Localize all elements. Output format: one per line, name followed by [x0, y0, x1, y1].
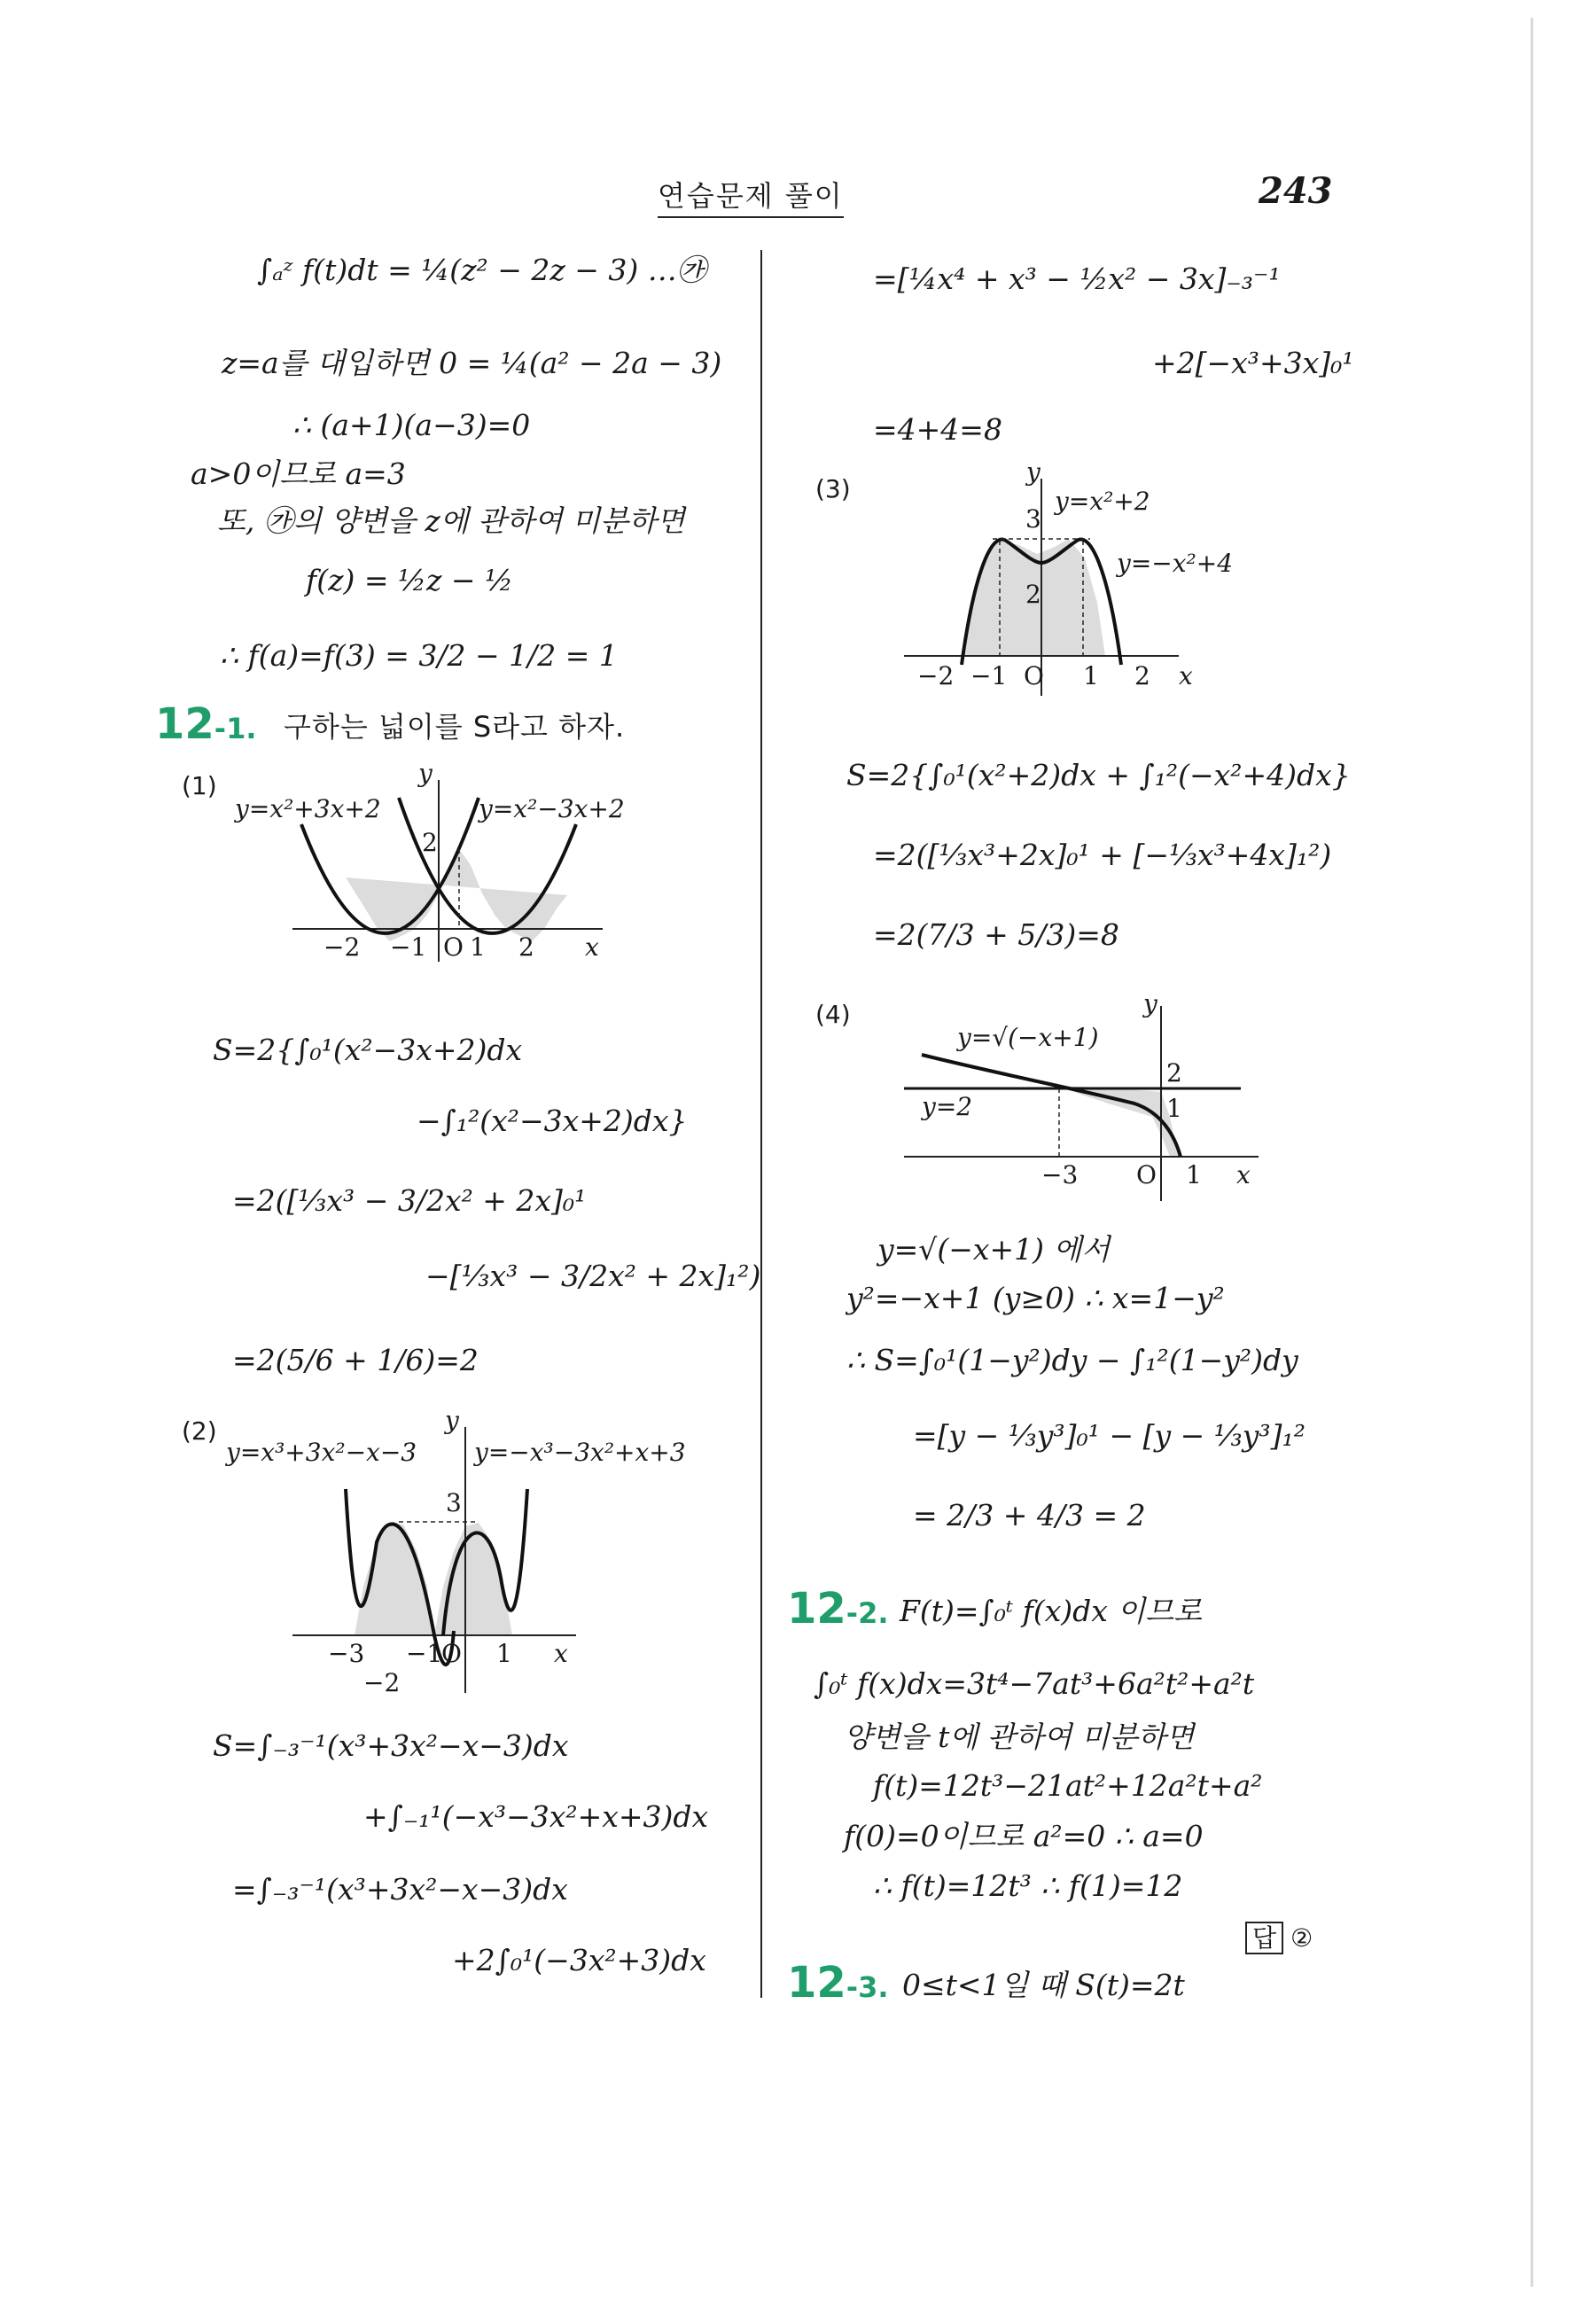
equation-line: 또, ㉮의 양변을 z에 관하여 미분하면 [217, 503, 685, 538]
curve-label-left: y=x²+3x+2 [235, 794, 381, 823]
part-label: (1) [182, 771, 217, 800]
problem-intro: 구하는 넓이를 S라고 하자. [284, 710, 626, 744]
solution-line: =∫₋₃⁻¹(x³+3x²−x−3)dx [232, 1872, 568, 1907]
tick-label-x: 1 [470, 932, 486, 962]
tick-label-y: 2 [422, 828, 438, 857]
axis-label-y: y [1026, 457, 1041, 487]
tick-label-x: −2 [917, 661, 955, 690]
axis-label-y: y [445, 1406, 459, 1435]
curve-label-right: y=x²−3x+2 [479, 794, 625, 823]
axis-label-x: x [585, 932, 599, 962]
solution-line: =2(7/3 + 5/3)=8 [873, 917, 1119, 952]
solution-line: =2([⅓x³+2x]₀¹ + [−⅓x³+4x]₁²) [873, 838, 1332, 872]
problem-line: 0≤t<1일 때 S(t)=2t [902, 1968, 1185, 2002]
part-label: (2) [182, 1416, 217, 1446]
solution-line: =2([⅓x³ − 3/2x² + 2x]₀¹ [232, 1183, 587, 1218]
curve-label-a: y=x²+2 [1055, 487, 1150, 516]
solution-line: S=2{∫₀¹(x²+2)dx + ∫₁²(−x²+4)dx} [846, 758, 1351, 792]
tick-label-x: −1 [406, 1639, 443, 1668]
tick-label-y: 3 [1025, 504, 1041, 534]
graph-part3 [895, 457, 1312, 709]
curve-label-left: y=x³+3x²−x−3 [226, 1438, 417, 1467]
tick-label-x: 1 [1186, 1160, 1202, 1189]
tick-label-x: O [1136, 1160, 1157, 1189]
column-divider [760, 250, 762, 1998]
solution-line: y²=−x+1 (y≥0) ∴ x=1−y² [846, 1281, 1225, 1315]
part-label: (4) [815, 1000, 851, 1029]
graph-part4 [904, 989, 1285, 1205]
solution-line: +∫₋₁¹(−x³−3x²+x+3)dx [363, 1799, 709, 1834]
equation-line: =4+4=8 [873, 412, 1002, 447]
answer-badge: 답 ② [1245, 1919, 1313, 1954]
solution-line: =[y − ⅓y³]₀¹ − [y − ⅓y³]₁² [913, 1418, 1306, 1453]
curve-label-b: y=−x²+4 [1117, 549, 1234, 578]
solution-line: −[⅓x³ − 3/2x² + 2x]₁²) [425, 1259, 761, 1293]
solution-line: S=∫₋₃⁻¹(x³+3x²−x−3)dx [213, 1728, 569, 1763]
solution-line: −∫₁²(x²−3x+2)dx} [417, 1104, 688, 1138]
equation-line: z=a를 대입하면 0 = ¼(a² − 2a − 3) [222, 346, 722, 380]
solution-line: y=√(−x+1) 에서 [877, 1232, 1111, 1267]
problem-line: f(0)=0이므로 a²=0 ∴ a=0 [844, 1819, 1204, 1853]
tick-label-y: 3 [446, 1488, 462, 1517]
page-header-title: 연습문제 풀이 [658, 174, 844, 218]
solution-line: +2∫₀¹(−3x²+3)dx [452, 1943, 706, 1977]
page-edge [1531, 18, 1533, 2287]
tick-label-x: O [441, 1639, 462, 1668]
line-label-b: y=2 [922, 1092, 973, 1121]
problem-number: 12-3. [787, 1958, 889, 2008]
graph-part1 [213, 759, 625, 975]
tick-label-x: 2 [518, 932, 534, 962]
curve-label-right: y=−x³−3x²+x+3 [474, 1438, 686, 1467]
axis-label-y: y [1143, 989, 1157, 1018]
tick-label-y: 2 [1166, 1058, 1182, 1088]
solution-line: =2(5/6 + 1/6)=2 [232, 1343, 479, 1377]
page-number: 243 [1259, 170, 1333, 212]
tick-label-x: −3 [328, 1639, 365, 1668]
problem-number: 12-2. [787, 1584, 889, 1634]
shaded-region [346, 849, 567, 941]
axis-label-x: x [1179, 661, 1193, 690]
tick-label-x: −2 [323, 932, 361, 962]
tick-label-x: 1 [496, 1639, 512, 1668]
equation-line: f(z) = ½z − ½ [306, 563, 513, 597]
axis-label-x: x [1236, 1160, 1251, 1189]
axis-label-y: y [418, 759, 433, 788]
equation-line: ∴ f(a)=f(3) = 3/2 − 1/2 = 1 [220, 638, 618, 673]
problem-number: 12-1. [155, 699, 257, 749]
tick-label-x: −3 [1041, 1160, 1079, 1189]
axis-label-x: x [554, 1639, 568, 1668]
part-label: (3) [815, 474, 851, 503]
problem-line: ∴ f(t)=12t³ ∴ f(1)=12 [873, 1868, 1183, 1903]
problem-line: F(t)=∫₀ᵗ f(x)dx 이므로 [900, 1594, 1203, 1628]
tick-label-x: −1 [970, 661, 1008, 690]
tick-label-x: 1 [1083, 661, 1099, 690]
graph-part2 [222, 1406, 736, 1711]
solution-line: S=2{∫₀¹(x²−3x+2)dx [213, 1033, 523, 1067]
equation-line: ∴ (a+1)(a−3)=0 [292, 408, 531, 442]
tick-label-x: −1 [390, 932, 427, 962]
tick-label-x: 2 [1134, 661, 1150, 690]
solution-line: ∴ S=∫₀¹(1−y²)dy − ∫₁²(1−y²)dy [846, 1343, 1298, 1377]
solution-line: = 2/3 + 4/3 = 2 [913, 1498, 1146, 1532]
tick-label-y: 1 [1166, 1094, 1182, 1123]
tick-label-y: 2 [1025, 580, 1041, 609]
equation-line: ∫ₐᶻ f(t)dt = ¼(z² − 2z − 3) …㉮ [257, 253, 706, 287]
tick-label-x: O [1024, 661, 1044, 690]
problem-line: 양변을 t에 관하여 미분하면 [844, 1720, 1195, 1754]
tick-label-x: O [443, 932, 464, 962]
curve-label-a: y=√(−x+1) [957, 1023, 1099, 1052]
problem-line: ∫₀ᵗ f(x)dx=3t⁴−7at³+6a²t²+a²t [814, 1666, 1255, 1701]
equation-line: a>0이므로 a=3 [191, 456, 406, 491]
problem-line: f(t)=12t³−21at²+12a²t+a² [873, 1768, 1263, 1803]
equation-line: =[¼x⁴ + x³ − ½x² − 3x]₋₃⁻¹ [873, 261, 1281, 296]
equation-line: +2[−x³+3x]₀¹ [1152, 346, 1354, 380]
tick-label-x-below: −2 [363, 1668, 401, 1697]
